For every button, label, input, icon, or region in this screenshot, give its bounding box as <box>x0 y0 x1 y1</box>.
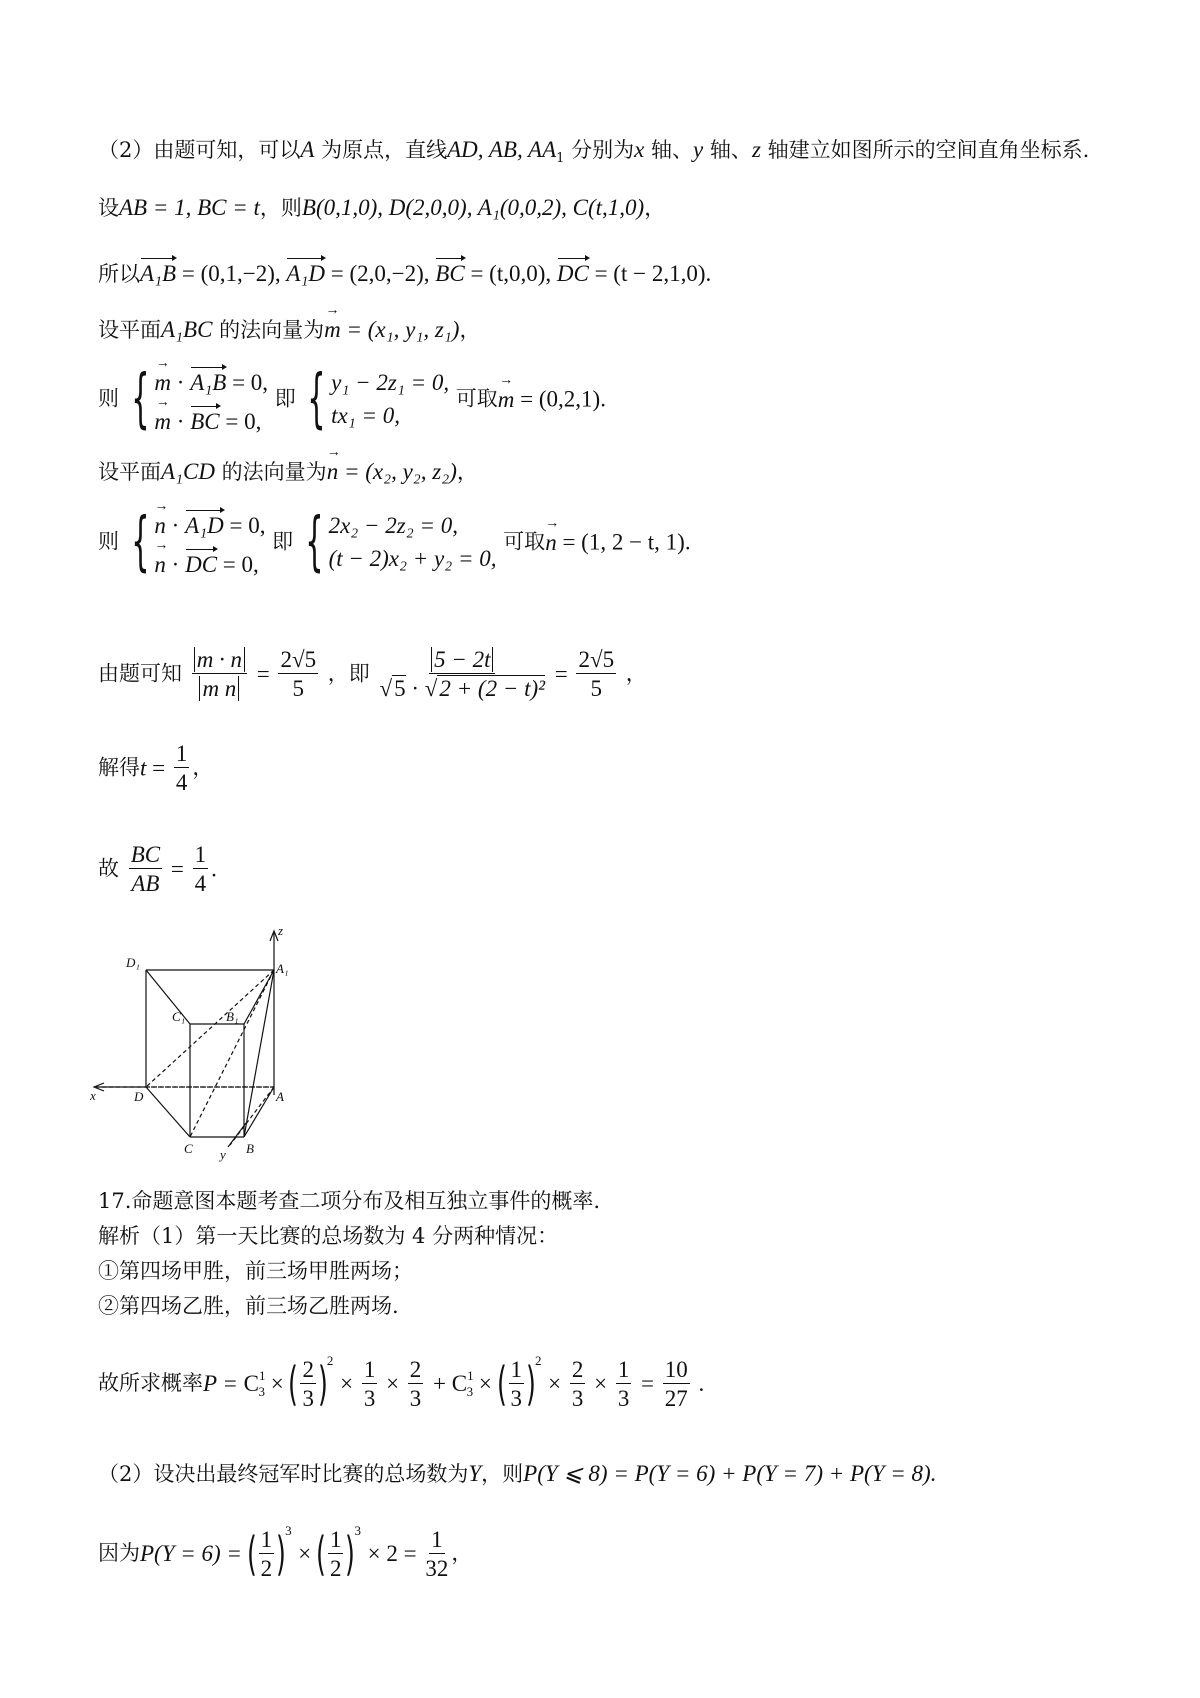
label-c: C <box>184 1141 193 1156</box>
q17-case1: ①第四场甲胜，前三场甲胜两场； <box>98 1259 413 1283</box>
solve-t: 解得t = $\frac{1}{4}$ ， <box>98 741 214 795</box>
label-d: D <box>134 1089 144 1104</box>
q17-title: 17.命题意图本题考查二项分布及相互独立事件的概率. <box>98 1189 601 1213</box>
system-m: 则 { → m · A₁B = 0, → m · BC = 0, 即 { y₁ − 2z₁ = 0, tx₁ = 0, 可取→ m = (0,2,1). <box>98 365 606 433</box>
label-d1: D₁ <box>126 955 140 970</box>
set-ab-line: 设AB = 1, BC = t，则B(0,1,0), D(2,0,0), A₁(0,0,2), C(t,1,0)， <box>98 195 666 220</box>
part2b-line: （2）设决出最终冠军时比赛的总场数为Y，则P(Y ⩽ 8) = P(Y = 6) + P(Y = 7) + P(Y = 8). <box>98 1461 937 1486</box>
label-a1: A₁ <box>276 961 289 976</box>
prob1-line: 故所求概率$P = C^1_3$ × ( $\frac{2}{3}$ )$^2$ × $\frac{1}{3}$ × $\frac{2}{3}$ + $C^1_3$ × ( $\frac{1}{3}$ )$^2$ × $\frac{2}{3}$ × $\frac{1}{3}$ = $\frac{10}{27}$ . <box>98 1353 705 1411</box>
label-b: B <box>246 1141 254 1156</box>
vectors-line: 所以A₁B = (0,1,−2), A₁D = (2,0,−2), BC = (t,0,0), DC = (t − 2,1,0). <box>98 256 711 285</box>
normal-m-line: 设平面A₁BC 的法向量为→ m = (x₁, y₁, z₁)， <box>98 318 480 341</box>
q17-case2: ②第四场乙胜，前三场乙胜两场. <box>98 1294 399 1318</box>
prism-figure <box>90 925 310 1170</box>
prob-y6-line: 因为P(Y = 6) = ( $\frac{1}{2}$ )$^3$ × ( $\frac{1}{2}$ )$^3$ × 2 = $\frac{1}{32}$ ， <box>98 1523 473 1581</box>
label-z: z <box>278 925 284 938</box>
label-b1: B₁ <box>226 1009 239 1024</box>
label-c1: C₁ <box>172 1009 186 1024</box>
q17-analysis: 解析（1）第一天比赛的总场数为 4 分两种情况： <box>98 1224 559 1248</box>
cos-equation: 由题可知 $\frac{m \cdot n}{\text{m n}}$ = $\frac{2√5}{5}$ ，即 $\frac{5 - 2t}{\text{√5 · √2 + (2 − t)²}}$ = $\frac{2√5}{5}$ ， <box>98 647 647 701</box>
ratio-result: 故 $\frac{BC}{AB}$ = $\frac{1}{4}$ . <box>98 842 217 896</box>
part2-intro: （2）由题可知，可以A 为原点，直线AD, AB, $AA_1$ 分别为x 轴、y 轴、z 轴建立如图所示的空间直角坐标系. <box>98 137 1090 166</box>
label-a: A <box>276 1089 284 1104</box>
label-y: y <box>220 1147 226 1162</box>
system-n: 则 { → n · A₁D = 0, → n · DC = 0, 即 { 2x₂ − 2z₂ = 0, (t − 2)x₂ + y₂ = 0, 可取→ n = (1, 2 − t, 1). <box>98 508 691 576</box>
normal-n-line: 设平面A₁CD 的法向量为→ n = (x₂, y₂, z₂)， <box>98 460 478 483</box>
label-x: x <box>90 1088 96 1103</box>
